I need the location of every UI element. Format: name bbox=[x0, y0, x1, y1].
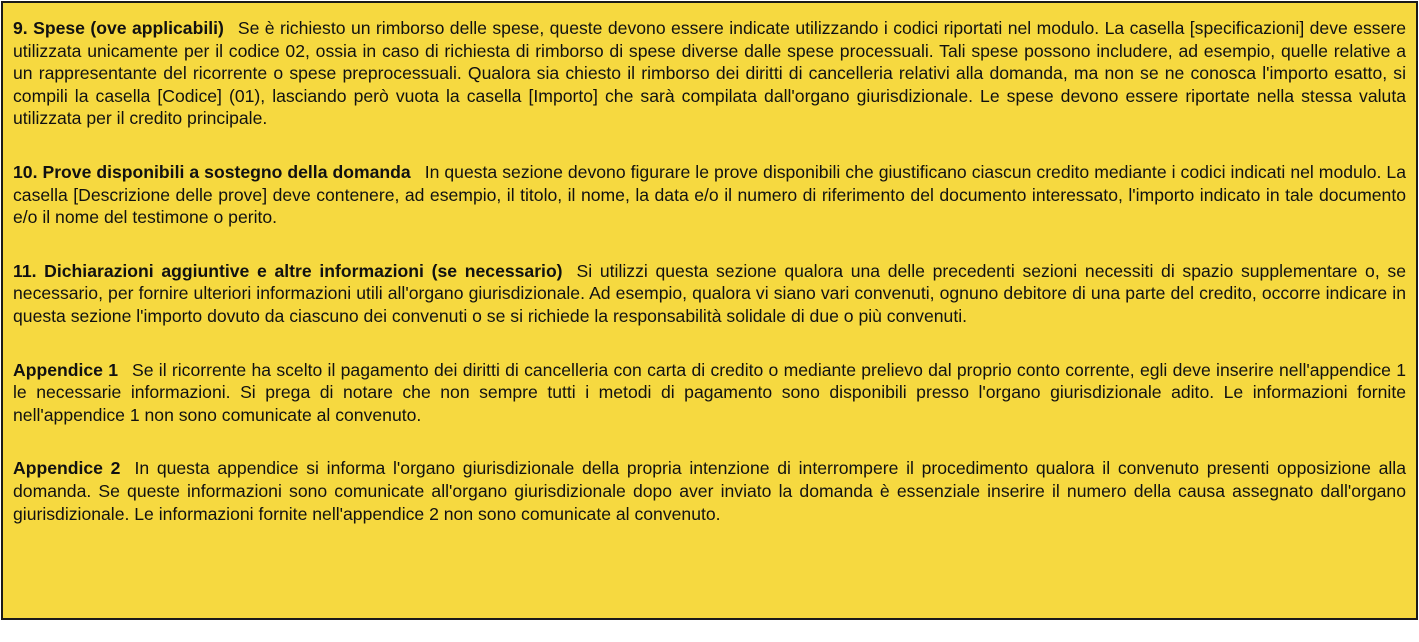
section-text: In questa appendice si informa l'organo giurisdizionale della propria intenzione di interrompere il procedimento qualora il convenuto presenti opposizione alla domanda. Se queste informazioni sono comunicate all'organo giurisdizionale dopo aver inviato la domanda è essenziale inserire il numero della causa assegnato dall'organo giurisdizionale. Le informazioni fornite nell'appendice 2 non sono comunicate al convenuto. bbox=[13, 458, 1407, 524]
section-heading: 10. Prove disponibili a sostegno della domanda bbox=[13, 161, 411, 182]
section-heading: Appendice 1 bbox=[13, 359, 118, 380]
section-11-additional-statements bbox=[13, 260, 1406, 328]
section-text: Se il ricorrente ha scelto il pagamento dei diritti di cancelleria con carta di credito o mediante prelievo dal proprio conto corrente, egli deve inserire nell'appendice 1 le necessarie informazioni. Si prega di notare che non sempre tutti i metodi di pagamento sono disponibili presso l'organo giurisdizionale adito. Le informazioni fornite nell'appendice 1 non sono comunicate al convenuto. bbox=[13, 359, 1407, 425]
section-text: Si utilizzi questa sezione qualora una delle precedenti sezioni necessiti di spazio supplementare o, se necessario, per fornire ulteriori informazioni utili all'organo giurisdizionale. Ad esempio, qualora vi siano vari convenuti, ognuno debitore di una parte del credito, occorre indicare in questa sezione l'importo dovuto da ciascuno dei convenuti o se si richiede la responsabilità solidale di due o più convenuti. bbox=[13, 260, 1406, 326]
section-text: Se è richiesto un rimborso delle spese, queste devono essere indicate utilizzando i codici riportati nel modulo. La casella [specificazioni] deve essere utilizzata unicamente per il codice 02, ossia in caso di richiesta di rimborso di spese diverse dalle spese processuali. Tali spese possono includere, ad esempio, quelle relative a un rappresentante del ricorrente o spese preprocessuali. Qualora sia chiesto il rimborso dei diritti di cancelleria relativi alla domanda, ma non se ne conosca l'importo esatto, si compili la casella [Codice] (01), lasciando però vuota la casella [Importo] che sarà compilata dall'organo giurisdizionale. Le spese devono essere riportate nella stessa valuta utilizzata per il credito principale. bbox=[13, 18, 1407, 129]
section-heading: 9. Spese (ove applicabili) bbox=[13, 18, 224, 38]
instructions-panel bbox=[1, 1, 1418, 620]
section-appendix-2 bbox=[13, 457, 1406, 525]
section-10-evidence bbox=[13, 161, 1406, 229]
section-text: In questa sezione devono figurare le prove disponibili che giustificano ciascun credito mediante i codici indicati nel modulo. La casella [Descrizione delle prove] deve contenere, ad esempio, il titolo, il nome, la data e/o il numero di riferimento del documento interessato, l'importo indicato in tale documento e/o il nome del testimone o perito. bbox=[13, 161, 1406, 228]
section-heading: Appendice 2 bbox=[13, 458, 121, 479]
section-9-costs bbox=[13, 17, 1406, 130]
section-appendix-1 bbox=[13, 359, 1406, 427]
section-heading: 11. Dichiarazioni aggiuntive e altre informazioni (se necessario) bbox=[13, 260, 563, 281]
